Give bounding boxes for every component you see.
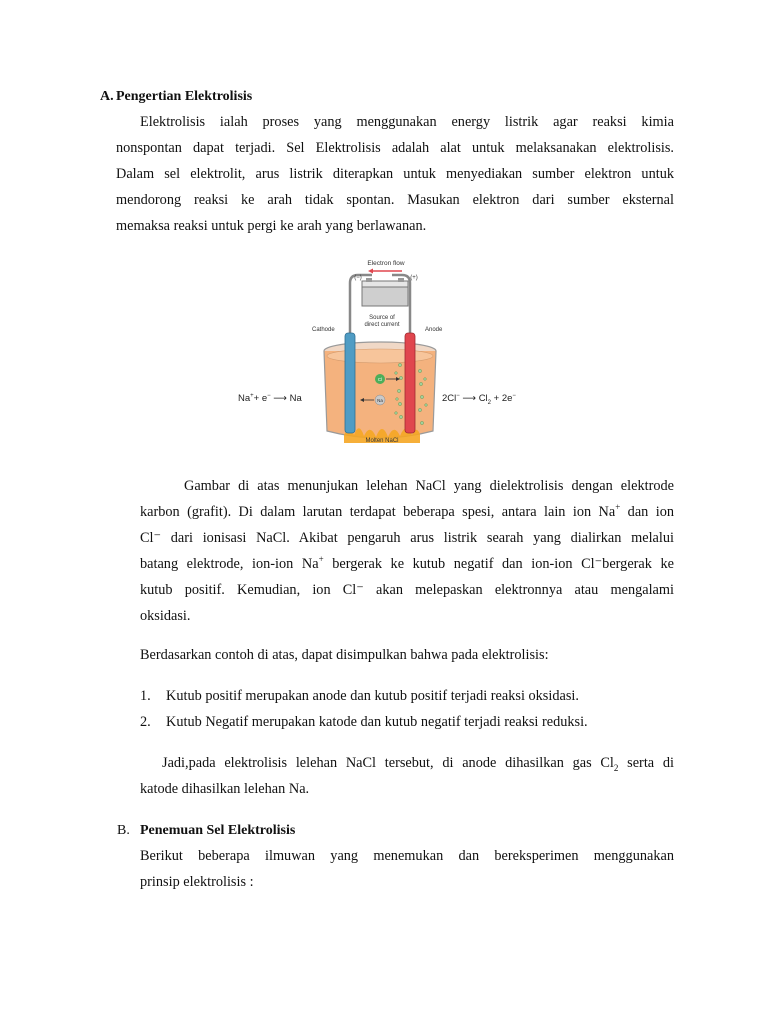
nacl-result-paragraph — [140, 750, 674, 802]
list-item-text: Kutub positif merupakan anode dan kutub positif terjadi reaksi oksidasi. — [166, 688, 579, 704]
cathode-label: Cathode — [312, 327, 335, 333]
explanation-line: Gambar di atas menunjukan lelehan NaCl yang dielektrolisis dengan elektrode — [184, 478, 674, 494]
minus-terminal-label: (−) — [354, 275, 362, 281]
list-item — [140, 709, 680, 735]
molten-nacl-label: Molten NaCl — [365, 438, 399, 444]
anode-electrode — [405, 333, 415, 433]
explanation-line: oksidasi. — [140, 608, 191, 624]
anode-equation: 2Cl− ⟶ $Cl_2 + 2e^-$ — [442, 393, 516, 406]
intro-line: Dalam sel elektrolit, arus listrik diterapkan untuk menyediakan sumber elektron untuk — [116, 166, 674, 182]
conclusion-list — [140, 683, 680, 735]
source-label-1: Source of — [369, 315, 395, 321]
intro-line: mendorong reaksi ke arah tidak spontan. Masukan elektron dari sumber eksternal — [116, 192, 674, 208]
cathode-equation: Na++ e− ⟶ Na — [238, 393, 302, 404]
conclusion-intro-text: Berdasarkan contoh di atas, dapat disimpulkan bahwa pada elektrolisis: — [140, 647, 549, 663]
intro-paragraph — [116, 109, 674, 239]
result-line: Jadi,pada elektrolisis lelehan NaCl tersebut, di anode dihasilkan gas $Cl_2$ serta di — [162, 755, 675, 773]
plus-terminal-label: (+) — [410, 275, 418, 281]
explanation-line: karbon (grafit). Di dalam larutan terdapat beberapa spesi, antara lain ion Na+ dan ion — [140, 502, 674, 520]
electron-flow-arrowhead — [368, 269, 373, 274]
section-b-line: Berikut beberapa ilmuwan yang menemukan dan bereksperimen menggunakan — [140, 848, 674, 864]
section-a-number: A. — [100, 89, 114, 104]
na-ion-label: Na — [377, 398, 383, 403]
source-label-2: direct current — [364, 322, 400, 328]
explanation-line: batang elektrode, ion-ion Na+ bergerak ke kutub negatif dan ion-ion Cl⁻bergerak ke — [140, 554, 674, 572]
intro-line: nonspontan dapat terjadi. Sel Elektrolisis adalah alat untuk melaksanakan elektrolisis. — [116, 140, 674, 156]
section-b-line: prinsip elektrolisis : — [140, 874, 254, 890]
list-item — [140, 683, 680, 709]
section-b-heading — [117, 822, 295, 840]
anode-label: Anode — [425, 327, 443, 333]
battery — [362, 286, 408, 306]
section-a-title: Pengertian Elektrolisis — [116, 89, 253, 104]
intro-line: memaksa reaksi untuk pergi ke arah yang berlawanan. — [116, 218, 427, 234]
battery-terminal — [366, 278, 372, 282]
beaker-body — [324, 351, 436, 438]
electrolysis-diagram — [232, 253, 552, 453]
electron-flow-label: Electron flow — [367, 260, 405, 267]
section-b-number: B. — [117, 823, 130, 838]
list-item-text: Kutub Negatif merupakan katode dan kutub negatif terjadi reaksi reduksi. — [166, 714, 588, 730]
intro-line: Elektrolisis ialah proses yang menggunakan energy listrik agar reaksi kimia — [140, 114, 674, 130]
section-a-heading — [100, 88, 252, 106]
conclusion-intro — [140, 642, 674, 668]
cathode-electrode — [345, 333, 355, 433]
battery-terminal — [398, 278, 404, 282]
molten-surface — [327, 349, 433, 363]
list-item-number: 2. — [140, 714, 151, 730]
result-line: katode dihasilkan lelehan Na. — [140, 781, 310, 797]
cl-ion-label: Cl — [377, 377, 383, 382]
section-b-title: Penemuan Sel Elektrolisis — [140, 823, 296, 838]
figure-explanation-paragraph — [140, 473, 674, 629]
section-b-paragraph — [140, 843, 674, 895]
explanation-line: kutub positif. Kemudian, ion Cl⁻ akan melepaskan elektronnya atau mengalami — [140, 582, 674, 598]
explanation-line: Cl⁻ dari ionisasi NaCl. Akibat pengaruh arus listrik searah yang dialirkan melalui — [140, 530, 674, 546]
list-item-number: 1. — [140, 688, 151, 704]
